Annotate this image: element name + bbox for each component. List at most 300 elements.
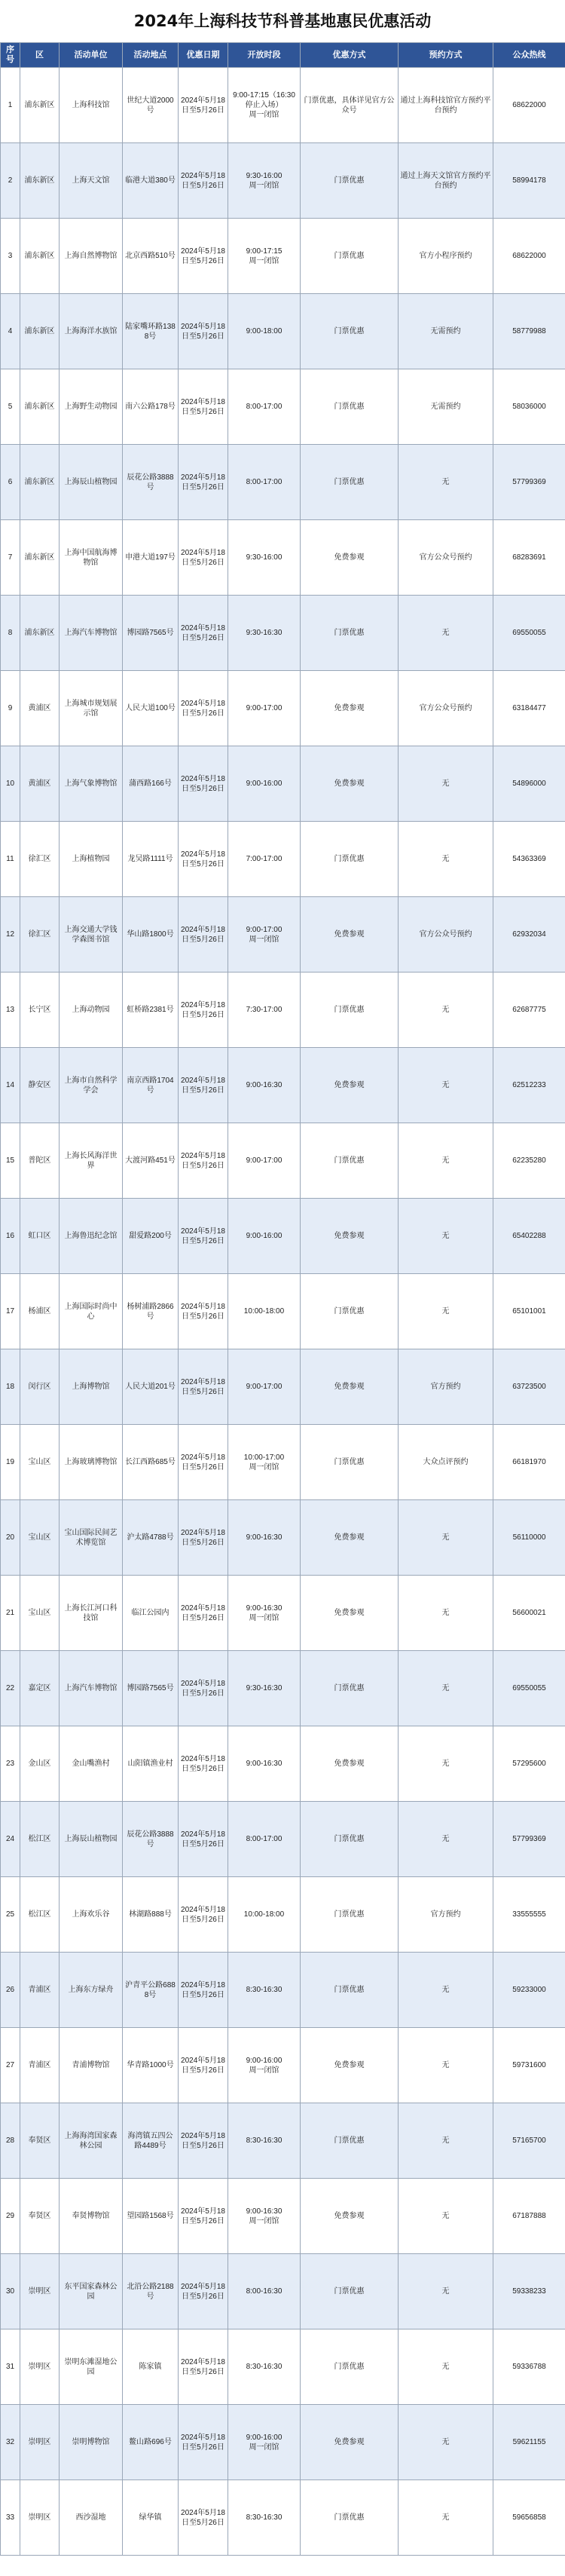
- cell-phone: 59336788: [493, 2329, 565, 2405]
- cell-booking: 无需预约: [399, 294, 493, 369]
- cell-booking: 无: [399, 2405, 493, 2480]
- cell-district: 青浦区: [20, 2028, 60, 2103]
- cell-district: 崇明区: [20, 2329, 60, 2405]
- cell-no: 14: [1, 1048, 20, 1123]
- cell-no: 5: [1, 369, 20, 445]
- cell-phone: 56110000: [493, 1500, 565, 1576]
- cell-unit: 上海植物园: [60, 822, 123, 897]
- cell-district: 浦东新区: [20, 369, 60, 445]
- cell-booking: 官方公众号预约: [399, 520, 493, 596]
- cell-unit: 青浦博物馆: [60, 2028, 123, 2103]
- table-row: [1, 973, 565, 1048]
- cell-no: 25: [1, 1877, 20, 1953]
- table-row: [1, 1349, 565, 1425]
- cell-date: 2024年5月18日至5月26日: [179, 1123, 228, 1199]
- cell-date: 2024年5月18日至5月26日: [179, 2028, 228, 2103]
- cell-hours: 7:00-17:00: [228, 822, 301, 897]
- cell-no: 27: [1, 2028, 20, 2103]
- cell-unit: 上海欢乐谷: [60, 1877, 123, 1953]
- cell-unit: 上海玻璃博物馆: [60, 1425, 123, 1500]
- cell-hours: 8:30-16:30: [228, 1953, 301, 2028]
- cell-hours: 9:00-16:30: [228, 1048, 301, 1123]
- cell-district: 松江区: [20, 1802, 60, 1877]
- cell-date: 2024年5月18日至5月26日: [179, 1500, 228, 1576]
- table-row: [1, 671, 565, 746]
- table-row: [1, 1726, 565, 1802]
- cell-booking: 官方预约: [399, 1877, 493, 1953]
- table-row: [1, 1123, 565, 1199]
- cell-booking: 无: [399, 445, 493, 520]
- table-row: [1, 1576, 565, 1651]
- cell-district: 宝山区: [20, 1576, 60, 1651]
- cell-no: 2: [1, 143, 20, 219]
- cell-unit: 上海海洋水族馆: [60, 294, 123, 369]
- table-row: [1, 1802, 565, 1877]
- cell-date: 2024年5月18日至5月26日: [179, 1274, 228, 1349]
- cell-location: 辰花公路3888号: [123, 1802, 179, 1877]
- cell-unit: 上海长江河口科技馆: [60, 1576, 123, 1651]
- header-row: [1, 43, 565, 68]
- cell-hours: 9:30-16:30: [228, 596, 301, 671]
- cell-phone: 68622000: [493, 68, 565, 143]
- cell-district: 黄浦区: [20, 746, 60, 822]
- cell-offer: 免费参观: [301, 1048, 399, 1123]
- cell-no: 32: [1, 2405, 20, 2480]
- cell-offer: 门票优惠，具体详见官方公众号: [301, 68, 399, 143]
- cell-booking: 无: [399, 1726, 493, 1802]
- cell-phone: 54896000: [493, 746, 565, 822]
- cell-location: 北京西路510号: [123, 219, 179, 294]
- table-row: [1, 1500, 565, 1576]
- cell-unit: 上海汽车博物馆: [60, 596, 123, 671]
- cell-no: 10: [1, 746, 20, 822]
- cell-district: 浦东新区: [20, 520, 60, 596]
- cell-location: 陈家镇: [123, 2329, 179, 2405]
- cell-offer: 门票优惠: [301, 2329, 399, 2405]
- table-row: [1, 219, 565, 294]
- cell-district: 宝山区: [20, 1500, 60, 1576]
- cell-location: 博园路7565号: [123, 596, 179, 671]
- cell-unit: 上海鲁迅纪念馆: [60, 1199, 123, 1274]
- cell-date: 2024年5月18日至5月26日: [179, 2103, 228, 2179]
- cell-district: 嘉定区: [20, 1651, 60, 1726]
- cell-hours: 9:30-16:00 周一闭馆: [228, 143, 301, 219]
- cell-offer: 门票优惠: [301, 1274, 399, 1349]
- cell-district: 崇明区: [20, 2405, 60, 2480]
- cell-location: 沪太路4788号: [123, 1500, 179, 1576]
- cell-district: 虹口区: [20, 1199, 60, 1274]
- cell-location: 龙吴路1111号: [123, 822, 179, 897]
- cell-date: 2024年5月18日至5月26日: [179, 746, 228, 822]
- cell-no: 29: [1, 2179, 20, 2254]
- cell-booking: 官方公众号预约: [399, 897, 493, 973]
- table-row: [1, 1425, 565, 1500]
- activity-table: [0, 42, 565, 2556]
- cell-location: 长江西路685号: [123, 1425, 179, 1500]
- cell-phone: 65101001: [493, 1274, 565, 1349]
- column-header-no: 序号: [1, 43, 20, 68]
- cell-unit: 上海动物园: [60, 973, 123, 1048]
- cell-date: 2024年5月18日至5月26日: [179, 596, 228, 671]
- cell-hours: 9:00-18:00: [228, 294, 301, 369]
- cell-location: 申港大道197号: [123, 520, 179, 596]
- cell-offer: 免费参观: [301, 2405, 399, 2480]
- cell-booking: 官方小程序预约: [399, 219, 493, 294]
- cell-unit: 上海国际时尚中心: [60, 1274, 123, 1349]
- table-row: [1, 294, 565, 369]
- cell-date: 2024年5月18日至5月26日: [179, 2405, 228, 2480]
- cell-hours: 9:00-16:00: [228, 1199, 301, 1274]
- cell-booking: 无: [399, 2329, 493, 2405]
- cell-no: 26: [1, 1953, 20, 2028]
- cell-offer: 门票优惠: [301, 1123, 399, 1199]
- column-header-phone: 公众热线: [493, 43, 565, 68]
- cell-offer: 门票优惠: [301, 1953, 399, 2028]
- cell-no: 1: [1, 68, 20, 143]
- cell-date: 2024年5月18日至5月26日: [179, 1425, 228, 1500]
- cell-district: 徐汇区: [20, 822, 60, 897]
- cell-unit: 上海汽车博物馆: [60, 1651, 123, 1726]
- cell-no: 6: [1, 445, 20, 520]
- cell-unit: 上海科技馆: [60, 68, 123, 143]
- cell-offer: 免费参观: [301, 2028, 399, 2103]
- cell-offer: 门票优惠: [301, 294, 399, 369]
- cell-phone: 68622000: [493, 219, 565, 294]
- table-row: [1, 746, 565, 822]
- cell-offer: 门票优惠: [301, 2254, 399, 2329]
- cell-hours: 9:00-17:15 周一闭馆: [228, 219, 301, 294]
- cell-hours: 10:00-18:00: [228, 1274, 301, 1349]
- cell-location: 华山路1800号: [123, 897, 179, 973]
- cell-hours: 8:00-17:00: [228, 445, 301, 520]
- cell-no: 12: [1, 897, 20, 973]
- cell-district: 闵行区: [20, 1349, 60, 1425]
- cell-booking: 无: [399, 1048, 493, 1123]
- cell-location: 甜爱路200号: [123, 1199, 179, 1274]
- cell-date: 2024年5月18日至5月26日: [179, 219, 228, 294]
- cell-hours: 9:00-16:00 周一闭馆: [228, 2405, 301, 2480]
- cell-booking: 无: [399, 2028, 493, 2103]
- cell-location: 南京西路1704号: [123, 1048, 179, 1123]
- cell-phone: 69550055: [493, 596, 565, 671]
- cell-location: 海湾镇五四公路4489号: [123, 2103, 179, 2179]
- column-header-location: 活动地点: [123, 43, 179, 68]
- cell-phone: 54363369: [493, 822, 565, 897]
- cell-no: 21: [1, 1576, 20, 1651]
- cell-booking: 无: [399, 1500, 493, 1576]
- cell-unit: 崇明博物馆: [60, 2405, 123, 2480]
- table-row: [1, 596, 565, 671]
- cell-hours: 9:00-17:15（16:30停止入场） 周一闭馆: [228, 68, 301, 143]
- cell-date: 2024年5月18日至5月26日: [179, 1726, 228, 1802]
- cell-district: 奉贤区: [20, 2103, 60, 2179]
- cell-booking: 官方公众号预约: [399, 671, 493, 746]
- cell-hours: 9:00-16:30 周一闭馆: [228, 2179, 301, 2254]
- cell-offer: 免费参观: [301, 2179, 399, 2254]
- cell-phone: 62512233: [493, 1048, 565, 1123]
- cell-no: 16: [1, 1199, 20, 1274]
- cell-date: 2024年5月18日至5月26日: [179, 445, 228, 520]
- cell-phone: 59656858: [493, 2480, 565, 2556]
- table-body: [1, 68, 565, 2556]
- table-row: [1, 520, 565, 596]
- cell-phone: 62687775: [493, 973, 565, 1048]
- cell-location: 人民大道201号: [123, 1349, 179, 1425]
- cell-booking: 无: [399, 1802, 493, 1877]
- cell-offer: 门票优惠: [301, 822, 399, 897]
- cell-location: 世纪大道2000号: [123, 68, 179, 143]
- table-row: [1, 2480, 565, 2556]
- table-row: [1, 2179, 565, 2254]
- cell-date: 2024年5月18日至5月26日: [179, 2179, 228, 2254]
- cell-district: 崇明区: [20, 2254, 60, 2329]
- cell-district: 金山区: [20, 1726, 60, 1802]
- cell-location: 鳌山路696号: [123, 2405, 179, 2480]
- cell-date: 2024年5月18日至5月26日: [179, 973, 228, 1048]
- cell-date: 2024年5月18日至5月26日: [179, 143, 228, 219]
- cell-unit: 上海长风海洋世界: [60, 1123, 123, 1199]
- cell-hours: 8:30-16:30: [228, 2329, 301, 2405]
- cell-hours: 9:00-16:30: [228, 1726, 301, 1802]
- cell-district: 浦东新区: [20, 294, 60, 369]
- cell-booking: 通过上海科技馆官方预约平台预约: [399, 68, 493, 143]
- cell-phone: 68283691: [493, 520, 565, 596]
- table-row: [1, 2103, 565, 2179]
- table-row: [1, 1877, 565, 1953]
- cell-hours: 9:00-16:00: [228, 746, 301, 822]
- cell-no: 7: [1, 520, 20, 596]
- cell-unit: 崇明东滩湿地公园: [60, 2329, 123, 2405]
- cell-location: 临江公园内: [123, 1576, 179, 1651]
- column-header-district: 区: [20, 43, 60, 68]
- cell-hours: 8:30-16:30: [228, 2480, 301, 2556]
- cell-date: 2024年5月18日至5月26日: [179, 1651, 228, 1726]
- cell-booking: 无: [399, 1274, 493, 1349]
- cell-unit: 上海辰山植物园: [60, 1802, 123, 1877]
- cell-phone: 57165700: [493, 2103, 565, 2179]
- cell-date: 2024年5月18日至5月26日: [179, 1576, 228, 1651]
- cell-phone: 59731600: [493, 2028, 565, 2103]
- cell-phone: 63184477: [493, 671, 565, 746]
- table-row: [1, 2329, 565, 2405]
- cell-no: 20: [1, 1500, 20, 1576]
- cell-hours: 8:00-16:30: [228, 2254, 301, 2329]
- cell-booking: 官方预约: [399, 1349, 493, 1425]
- cell-phone: 58036000: [493, 369, 565, 445]
- cell-no: 31: [1, 2329, 20, 2405]
- cell-location: 北沿公路2188号: [123, 2254, 179, 2329]
- cell-date: 2024年5月18日至5月26日: [179, 671, 228, 746]
- cell-no: 8: [1, 596, 20, 671]
- table-row: [1, 2028, 565, 2103]
- cell-offer: 门票优惠: [301, 143, 399, 219]
- cell-booking: 无: [399, 746, 493, 822]
- cell-unit: 上海博物馆: [60, 1349, 123, 1425]
- cell-offer: 门票优惠: [301, 369, 399, 445]
- table-row: [1, 2254, 565, 2329]
- table-row: [1, 445, 565, 520]
- cell-hours: 9:00-17:00 周一闭馆: [228, 897, 301, 973]
- cell-unit: 上海市自然科学学会: [60, 1048, 123, 1123]
- cell-hours: 9:30-16:30: [228, 1651, 301, 1726]
- cell-location: 陆家嘴环路1388号: [123, 294, 179, 369]
- cell-no: 9: [1, 671, 20, 746]
- table-row: [1, 369, 565, 445]
- cell-date: 2024年5月18日至5月26日: [179, 2480, 228, 2556]
- cell-booking: 无: [399, 973, 493, 1048]
- cell-unit: 上海辰山植物园: [60, 445, 123, 520]
- cell-hours: 9:00-16:30 周一闭馆: [228, 1576, 301, 1651]
- cell-district: 松江区: [20, 1877, 60, 1953]
- cell-date: 2024年5月18日至5月26日: [179, 1877, 228, 1953]
- column-header-unit: 活动单位: [60, 43, 123, 68]
- cell-unit: 西沙湿地: [60, 2480, 123, 2556]
- cell-district: 青浦区: [20, 1953, 60, 2028]
- cell-phone: 62235280: [493, 1123, 565, 1199]
- cell-unit: 上海中国航海博物馆: [60, 520, 123, 596]
- cell-location: 辰花公路3888号: [123, 445, 179, 520]
- cell-no: 18: [1, 1349, 20, 1425]
- cell-phone: 67187888: [493, 2179, 565, 2254]
- cell-offer: 门票优惠: [301, 2480, 399, 2556]
- cell-unit: 上海天文馆: [60, 143, 123, 219]
- cell-district: 宝山区: [20, 1425, 60, 1500]
- cell-date: 2024年5月18日至5月26日: [179, 68, 228, 143]
- table-row: [1, 68, 565, 143]
- cell-booking: 无: [399, 2179, 493, 2254]
- cell-location: 绿华镇: [123, 2480, 179, 2556]
- cell-date: 2024年5月18日至5月26日: [179, 1199, 228, 1274]
- cell-district: 浦东新区: [20, 219, 60, 294]
- cell-phone: 62932034: [493, 897, 565, 973]
- cell-no: 24: [1, 1802, 20, 1877]
- cell-unit: 上海气象博物馆: [60, 746, 123, 822]
- cell-location: 林湖路888号: [123, 1877, 179, 1953]
- cell-unit: 奉贤博物馆: [60, 2179, 123, 2254]
- cell-hours: 9:00-17:00: [228, 1123, 301, 1199]
- cell-district: 浦东新区: [20, 445, 60, 520]
- cell-unit: 金山嘴渔村: [60, 1726, 123, 1802]
- cell-district: 静安区: [20, 1048, 60, 1123]
- cell-hours: 8:00-17:00: [228, 1802, 301, 1877]
- cell-phone: 65402288: [493, 1199, 565, 1274]
- cell-no: 28: [1, 2103, 20, 2179]
- cell-date: 2024年5月18日至5月26日: [179, 294, 228, 369]
- cell-booking: 无: [399, 1199, 493, 1274]
- cell-unit: 上海东方绿舟: [60, 1953, 123, 2028]
- cell-location: 博园路7565号: [123, 1651, 179, 1726]
- cell-no: 15: [1, 1123, 20, 1199]
- cell-offer: 门票优惠: [301, 2103, 399, 2179]
- cell-phone: 63723500: [493, 1349, 565, 1425]
- cell-date: 2024年5月18日至5月26日: [179, 1349, 228, 1425]
- cell-phone: 33555555: [493, 1877, 565, 1953]
- cell-hours: 8:00-17:00: [228, 369, 301, 445]
- cell-date: 2024年5月18日至5月26日: [179, 822, 228, 897]
- cell-date: 2024年5月18日至5月26日: [179, 369, 228, 445]
- cell-unit: 东平国家森林公园: [60, 2254, 123, 2329]
- cell-phone: 59233000: [493, 1953, 565, 2028]
- cell-no: 30: [1, 2254, 20, 2329]
- cell-location: 南六公路178号: [123, 369, 179, 445]
- cell-phone: 57799369: [493, 1802, 565, 1877]
- cell-booking: 通过上海天文馆官方预约平台预约: [399, 143, 493, 219]
- cell-location: 沪青平公路6888号: [123, 1953, 179, 2028]
- cell-location: 虹桥路2381号: [123, 973, 179, 1048]
- cell-unit: 上海交通大学钱学森图书馆: [60, 897, 123, 973]
- cell-unit: 宝山国际民间艺术博览馆: [60, 1500, 123, 1576]
- cell-hours: 9:00-16:30: [228, 1500, 301, 1576]
- cell-offer: 门票优惠: [301, 1877, 399, 1953]
- cell-offer: 免费参观: [301, 1500, 399, 1576]
- table-row: [1, 2405, 565, 2480]
- cell-date: 2024年5月18日至5月26日: [179, 2254, 228, 2329]
- cell-no: 3: [1, 219, 20, 294]
- cell-no: 13: [1, 973, 20, 1048]
- table-row: [1, 143, 565, 219]
- cell-booking: 无: [399, 2254, 493, 2329]
- table-row: [1, 1199, 565, 1274]
- column-header-hours: 开放时段: [228, 43, 301, 68]
- cell-offer: 免费参观: [301, 897, 399, 973]
- column-header-booking: 预约方式: [399, 43, 493, 68]
- cell-district: 崇明区: [20, 2480, 60, 2556]
- cell-date: 2024年5月18日至5月26日: [179, 2329, 228, 2405]
- cell-district: 徐汇区: [20, 897, 60, 973]
- cell-phone: 69550055: [493, 1651, 565, 1726]
- cell-offer: 门票优惠: [301, 219, 399, 294]
- cell-location: 人民大道100号: [123, 671, 179, 746]
- table-row: [1, 822, 565, 897]
- cell-hours: 7:30-17:00: [228, 973, 301, 1048]
- cell-offer: 免费参观: [301, 1349, 399, 1425]
- cell-no: 11: [1, 822, 20, 897]
- cell-booking: 无: [399, 2103, 493, 2179]
- cell-hours: 10:00-18:00: [228, 1877, 301, 1953]
- cell-district: 浦东新区: [20, 596, 60, 671]
- cell-location: 杨树浦路2866号: [123, 1274, 179, 1349]
- cell-phone: 59338233: [493, 2254, 565, 2329]
- cell-district: 黄浦区: [20, 671, 60, 746]
- cell-district: 奉贤区: [20, 2179, 60, 2254]
- cell-hours: 8:30-16:30: [228, 2103, 301, 2179]
- cell-phone: 59621155: [493, 2405, 565, 2480]
- cell-offer: 免费参观: [301, 671, 399, 746]
- cell-offer: 免费参观: [301, 1726, 399, 1802]
- table-row: [1, 1274, 565, 1349]
- cell-booking: 无: [399, 822, 493, 897]
- page-title: 2024年上海科技节科普基地惠民优惠活动: [133, 12, 432, 30]
- cell-location: 山阳镇渔业村: [123, 1726, 179, 1802]
- cell-no: 22: [1, 1651, 20, 1726]
- cell-offer: 免费参观: [301, 520, 399, 596]
- cell-district: 普陀区: [20, 1123, 60, 1199]
- cell-date: 2024年5月18日至5月26日: [179, 1802, 228, 1877]
- cell-phone: 58779988: [493, 294, 565, 369]
- cell-no: 17: [1, 1274, 20, 1349]
- cell-location: 蒲西路166号: [123, 746, 179, 822]
- cell-unit: 上海城市规划展示馆: [60, 671, 123, 746]
- cell-district: 长宁区: [20, 973, 60, 1048]
- cell-booking: 无需预约: [399, 369, 493, 445]
- cell-phone: 57799369: [493, 445, 565, 520]
- cell-offer: 门票优惠: [301, 973, 399, 1048]
- cell-booking: 无: [399, 1576, 493, 1651]
- cell-offer: 门票优惠: [301, 1425, 399, 1500]
- cell-no: 23: [1, 1726, 20, 1802]
- table-row: [1, 1953, 565, 2028]
- cell-offer: 门票优惠: [301, 1802, 399, 1877]
